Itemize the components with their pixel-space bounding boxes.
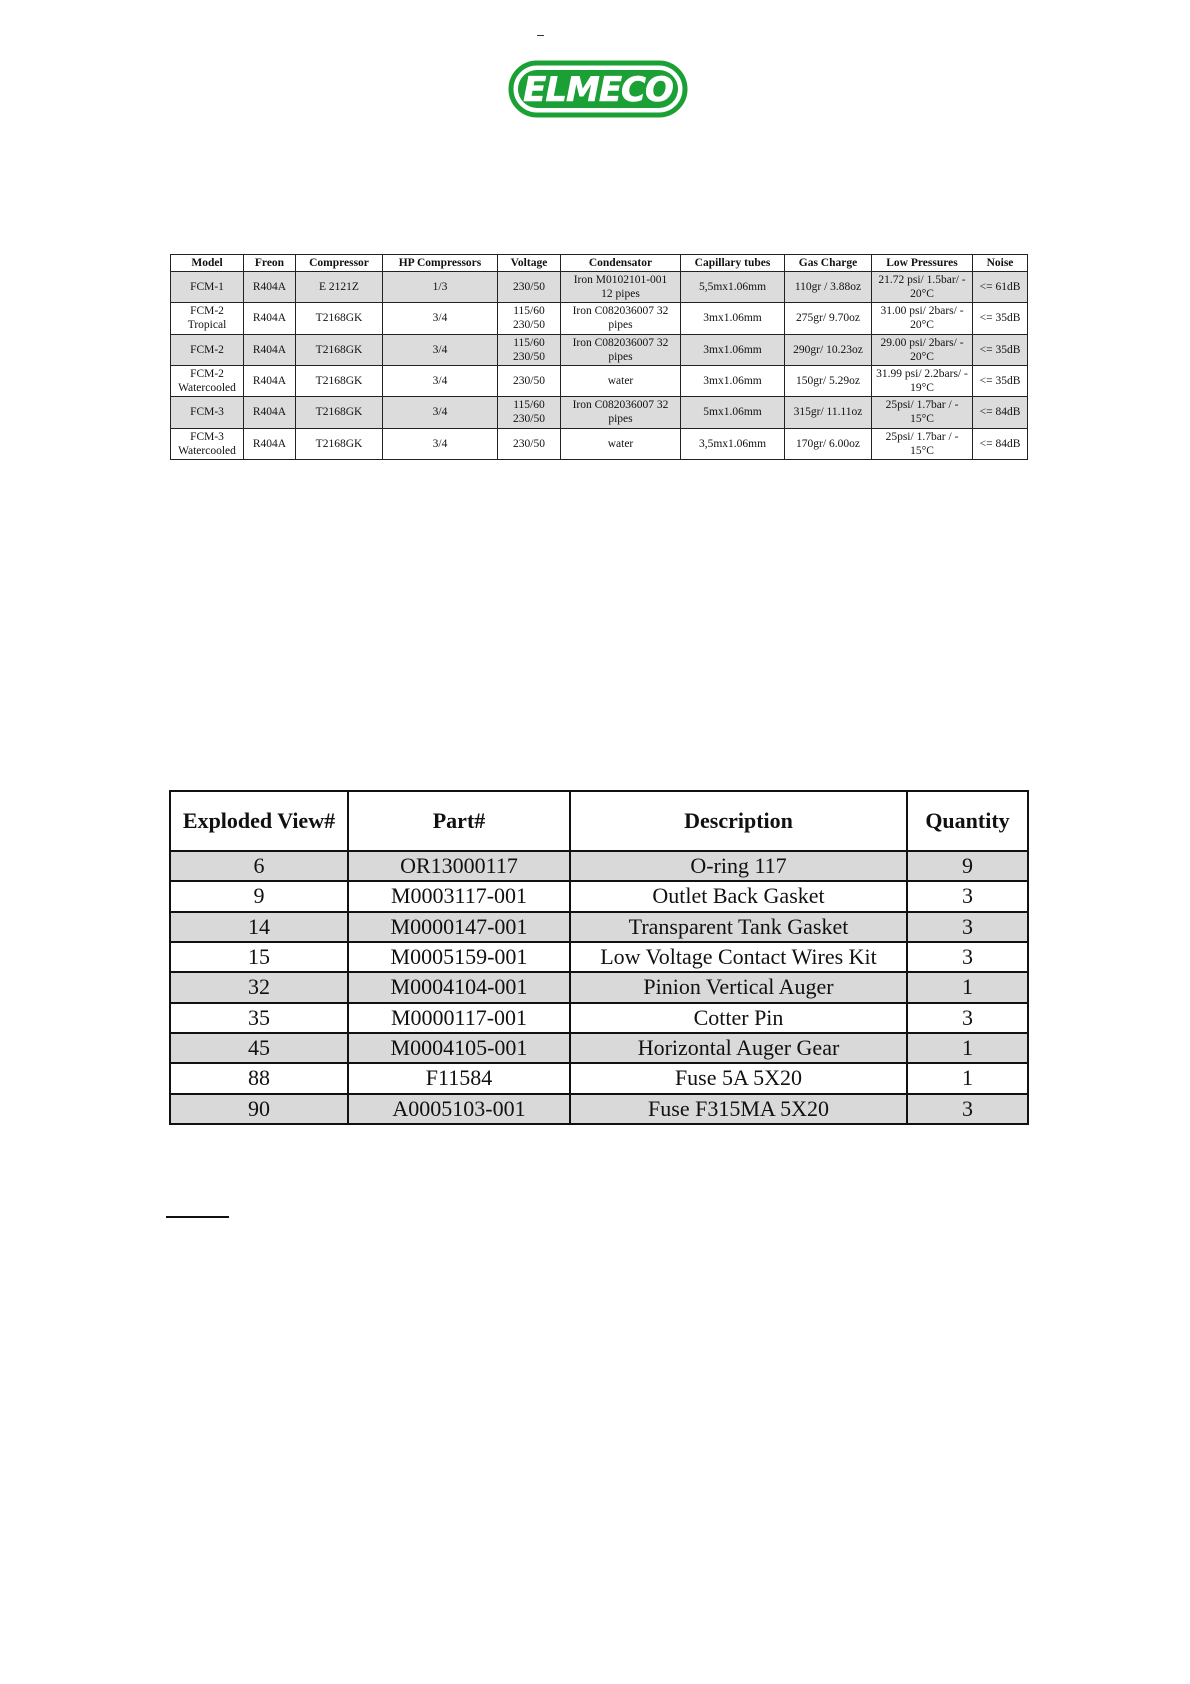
spec-cell-line: Iron C082036007 32 bbox=[572, 305, 669, 318]
spec-column-header: Noise bbox=[973, 255, 1028, 272]
spec-cell-condensator bbox=[561, 397, 681, 428]
parts-body bbox=[170, 851, 1028, 1124]
spec-cell-line: Iron M0102101-001 bbox=[573, 274, 668, 287]
spec-cell-line: 230/50 bbox=[513, 437, 545, 450]
spec-cell-gas: 315gr/ 11.11oz bbox=[785, 397, 872, 428]
spec-column-header: Voltage bbox=[498, 255, 561, 272]
spec-cell-compressor: T2168GK bbox=[296, 397, 383, 428]
spec-cell-compressor: T2168GK bbox=[296, 334, 383, 365]
spec-cell-line: 20°C bbox=[910, 350, 934, 363]
spec-cell-line: 230/50 bbox=[513, 413, 545, 426]
parts-cell-quantity: 1 bbox=[907, 972, 1028, 1002]
spec-cell-line: 115/60 bbox=[513, 305, 545, 318]
parts-cell-view: 9 bbox=[170, 881, 348, 911]
spec-cell-compressor: T2168GK bbox=[296, 303, 383, 334]
parts-column-header: Description bbox=[570, 791, 907, 851]
parts-row bbox=[170, 1094, 1028, 1124]
spec-cell-condensator bbox=[561, 334, 681, 365]
spec-cell-capillary: 3,5mx1.06mm bbox=[681, 428, 785, 459]
spec-cell-model bbox=[171, 397, 244, 428]
spec-row bbox=[171, 428, 1028, 459]
parts-cell-description: Horizontal Auger Gear bbox=[570, 1033, 907, 1063]
parts-cell-quantity: 3 bbox=[907, 942, 1028, 972]
underline-rule bbox=[166, 1216, 229, 1218]
parts-column-header: Part# bbox=[348, 791, 570, 851]
spec-cell-voltage bbox=[498, 428, 561, 459]
spec-cell-voltage bbox=[498, 272, 561, 303]
parts-cell-view: 45 bbox=[170, 1033, 348, 1063]
spec-header-row bbox=[171, 255, 1028, 272]
parts-cell-description: Fuse 5A 5X20 bbox=[570, 1063, 907, 1093]
spec-cell-line: 12 pipes bbox=[601, 288, 640, 301]
spec-cell-line: 20°C bbox=[910, 288, 934, 301]
spec-cell-noise: <= 61dB bbox=[973, 272, 1028, 303]
spec-cell-line: water bbox=[607, 437, 634, 450]
spec-cell-line: 230/50 bbox=[513, 319, 545, 332]
spec-cell-compressor: T2168GK bbox=[296, 365, 383, 396]
parts-cell-description: Transparent Tank Gasket bbox=[570, 912, 907, 942]
spec-cell-model bbox=[171, 334, 244, 365]
spec-cell-pressure bbox=[872, 334, 973, 365]
spec-cell-line: 15°C bbox=[910, 413, 934, 426]
spec-cell-line: 230/50 bbox=[513, 350, 545, 363]
spec-cell-gas: 290gr/ 10.23oz bbox=[785, 334, 872, 365]
spec-cell-model bbox=[171, 272, 244, 303]
parts-column-header: Quantity bbox=[907, 791, 1028, 851]
parts-table bbox=[169, 790, 1029, 1125]
spec-cell-noise: <= 84dB bbox=[973, 428, 1028, 459]
parts-cell-part: M0004105-001 bbox=[348, 1033, 570, 1063]
parts-cell-quantity: 3 bbox=[907, 881, 1028, 911]
spec-column-header: Compressor bbox=[296, 255, 383, 272]
parts-cell-view: 90 bbox=[170, 1094, 348, 1124]
spec-cell-line: FCM-3 bbox=[190, 430, 224, 443]
spec-cell-pressure bbox=[872, 428, 973, 459]
spec-cell-hp: 3/4 bbox=[383, 428, 498, 459]
spec-cell-voltage bbox=[498, 334, 561, 365]
spec-cell-pressure bbox=[872, 397, 973, 428]
spec-body bbox=[171, 272, 1028, 460]
parts-row bbox=[170, 942, 1028, 972]
parts-row bbox=[170, 851, 1028, 881]
spec-cell-voltage bbox=[498, 365, 561, 396]
parts-cell-view: 14 bbox=[170, 912, 348, 942]
spec-row bbox=[171, 365, 1028, 396]
spec-cell-line: pipes bbox=[608, 350, 633, 363]
spec-cell-line: FCM-2 bbox=[190, 343, 224, 356]
parts-cell-quantity: 1 bbox=[907, 1033, 1028, 1063]
parts-cell-part: M0005159-001 bbox=[348, 942, 570, 972]
parts-cell-description: Cotter Pin bbox=[570, 1003, 907, 1033]
spec-cell-gas: 275gr/ 9.70oz bbox=[785, 303, 872, 334]
spec-cell-gas: 170gr/ 6.00oz bbox=[785, 428, 872, 459]
spec-cell-condensator bbox=[561, 272, 681, 303]
parts-cell-view: 6 bbox=[170, 851, 348, 881]
spec-row bbox=[171, 397, 1028, 428]
spec-cell-model bbox=[171, 428, 244, 459]
spec-cell-hp: 3/4 bbox=[383, 397, 498, 428]
parts-cell-quantity: 3 bbox=[907, 912, 1028, 942]
spec-column-header: Freon bbox=[244, 255, 296, 272]
spec-cell-hp: 3/4 bbox=[383, 365, 498, 396]
spec-cell-noise: <= 35dB bbox=[973, 365, 1028, 396]
spec-cell-noise: <= 35dB bbox=[973, 334, 1028, 365]
spec-cell-voltage bbox=[498, 397, 561, 428]
parts-cell-description: Outlet Back Gasket bbox=[570, 881, 907, 911]
spec-cell-capillary: 3mx1.06mm bbox=[681, 303, 785, 334]
spec-cell-hp: 3/4 bbox=[383, 303, 498, 334]
spec-cell-line: 21.72 psi/ 1.5bar/ - bbox=[878, 274, 966, 287]
parts-cell-description: Pinion Vertical Auger bbox=[570, 972, 907, 1002]
parts-cell-view: 35 bbox=[170, 1003, 348, 1033]
spec-cell-noise: <= 84dB bbox=[973, 397, 1028, 428]
parts-cell-part: M0004104-001 bbox=[348, 972, 570, 1002]
spec-cell-line: Iron C082036007 32 bbox=[572, 336, 669, 349]
top-dash bbox=[537, 35, 544, 36]
spec-cell-freon: R404A bbox=[244, 334, 296, 365]
spec-cell-line: 31.00 psi/ 2bars/ - bbox=[880, 305, 964, 318]
spec-cell-line: Watercooled bbox=[178, 444, 236, 457]
spec-cell-line: 19°C bbox=[910, 382, 934, 395]
spec-cell-line: 115/60 bbox=[513, 399, 545, 412]
spec-cell-line: pipes bbox=[608, 319, 633, 332]
spec-cell-hp: 3/4 bbox=[383, 334, 498, 365]
spec-column-header: Gas Charge bbox=[785, 255, 872, 272]
spec-cell-line: 230/50 bbox=[513, 281, 545, 294]
parts-cell-view: 15 bbox=[170, 942, 348, 972]
spec-cell-line: FCM-2 bbox=[190, 368, 224, 381]
logo-text: ELMECO bbox=[523, 70, 673, 110]
spec-row bbox=[171, 272, 1028, 303]
spec-cell-freon: R404A bbox=[244, 272, 296, 303]
spec-cell-freon: R404A bbox=[244, 397, 296, 428]
spec-cell-line: FCM-3 bbox=[190, 406, 224, 419]
parts-cell-description: Low Voltage Contact Wires Kit bbox=[570, 942, 907, 972]
spec-cell-line: 15°C bbox=[910, 444, 934, 457]
parts-cell-view: 88 bbox=[170, 1063, 348, 1093]
spec-cell-line: 230/50 bbox=[513, 375, 545, 388]
parts-cell-part: M0003117-001 bbox=[348, 881, 570, 911]
parts-row bbox=[170, 912, 1028, 942]
spec-cell-line: pipes bbox=[608, 413, 633, 426]
spec-cell-freon: R404A bbox=[244, 428, 296, 459]
spec-table bbox=[170, 254, 1028, 460]
parts-cell-quantity: 9 bbox=[907, 851, 1028, 881]
spec-cell-line: 25psi/ 1.7bar / - bbox=[885, 430, 959, 443]
parts-row bbox=[170, 1033, 1028, 1063]
spec-cell-pressure bbox=[872, 272, 973, 303]
spec-cell-freon: R404A bbox=[244, 303, 296, 334]
spec-cell-hp: 1/3 bbox=[383, 272, 498, 303]
parts-header-row bbox=[170, 791, 1028, 851]
spec-cell-model bbox=[171, 303, 244, 334]
spec-cell-line: Watercooled bbox=[178, 382, 236, 395]
spec-cell-voltage bbox=[498, 303, 561, 334]
parts-column-header: Exploded View# bbox=[170, 791, 348, 851]
spec-cell-line: water bbox=[607, 375, 634, 388]
spec-cell-capillary: 3mx1.06mm bbox=[681, 365, 785, 396]
spec-cell-condensator bbox=[561, 428, 681, 459]
spec-cell-model bbox=[171, 365, 244, 396]
spec-cell-pressure bbox=[872, 303, 973, 334]
spec-cell-line: 115/60 bbox=[513, 336, 545, 349]
spec-cell-line: FCM-2 bbox=[190, 305, 224, 318]
spec-cell-line: 29.00 psi/ 2bars/ - bbox=[880, 336, 964, 349]
spec-column-header: HP Compressors bbox=[383, 255, 498, 272]
spec-cell-condensator bbox=[561, 365, 681, 396]
parts-cell-quantity: 3 bbox=[907, 1094, 1028, 1124]
spec-cell-line: Iron C082036007 32 bbox=[572, 399, 669, 412]
spec-cell-pressure bbox=[872, 365, 973, 396]
spec-row bbox=[171, 334, 1028, 365]
spec-cell-capillary: 5mx1.06mm bbox=[681, 397, 785, 428]
spec-cell-gas: 150gr/ 5.29oz bbox=[785, 365, 872, 396]
spec-column-header: Model bbox=[171, 255, 244, 272]
parts-cell-quantity: 3 bbox=[907, 1003, 1028, 1033]
spec-cell-line: Tropical bbox=[187, 319, 227, 332]
spec-cell-noise: <= 35dB bbox=[973, 303, 1028, 334]
parts-cell-part: F11584 bbox=[348, 1063, 570, 1093]
parts-row bbox=[170, 1063, 1028, 1093]
parts-row bbox=[170, 972, 1028, 1002]
spec-column-header: Condensator bbox=[561, 255, 681, 272]
spec-column-header: Capillary tubes bbox=[681, 255, 785, 272]
parts-cell-view: 32 bbox=[170, 972, 348, 1002]
spec-cell-freon: R404A bbox=[244, 365, 296, 396]
parts-cell-part: OR13000117 bbox=[348, 851, 570, 881]
spec-cell-line: FCM-1 bbox=[190, 281, 224, 294]
spec-cell-compressor: E 2121Z bbox=[296, 272, 383, 303]
spec-cell-condensator bbox=[561, 303, 681, 334]
parts-cell-description: O-ring 117 bbox=[570, 851, 907, 881]
spec-cell-line: 31.99 psi/ 2.2bars/ - bbox=[876, 368, 968, 381]
elmeco-logo bbox=[508, 60, 688, 118]
parts-cell-description: Fuse F315MA 5X20 bbox=[570, 1094, 907, 1124]
parts-cell-quantity: 1 bbox=[907, 1063, 1028, 1093]
parts-cell-part: A0005103-001 bbox=[348, 1094, 570, 1124]
spec-cell-compressor: T2168GK bbox=[296, 428, 383, 459]
spec-cell-line: 20°C bbox=[910, 319, 934, 332]
spec-cell-capillary: 3mx1.06mm bbox=[681, 334, 785, 365]
spec-cell-line: 25psi/ 1.7bar / - bbox=[885, 399, 959, 412]
parts-row bbox=[170, 881, 1028, 911]
parts-row bbox=[170, 1003, 1028, 1033]
spec-cell-gas: 110gr / 3.88oz bbox=[785, 272, 872, 303]
spec-row bbox=[171, 303, 1028, 334]
parts-cell-part: M0000147-001 bbox=[348, 912, 570, 942]
spec-column-header: Low Pressures bbox=[872, 255, 973, 272]
parts-cell-part: M0000117-001 bbox=[348, 1003, 570, 1033]
spec-cell-capillary: 5,5mx1.06mm bbox=[681, 272, 785, 303]
